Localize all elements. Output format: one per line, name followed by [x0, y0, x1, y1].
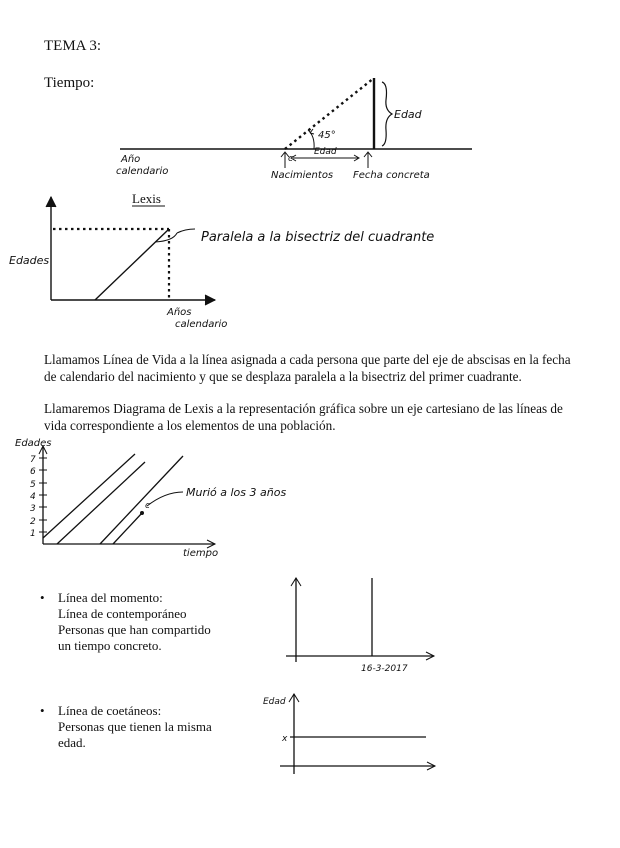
lifeline-2 — [57, 462, 145, 544]
y-tick: 4 — [30, 492, 36, 502]
section-title: Tiempo: — [44, 75, 95, 91]
bullet-line: Línea de coetáneos: — [58, 703, 162, 718]
c-mark: c — [288, 154, 293, 164]
bullet-line: edad. — [58, 735, 86, 750]
date-label: Fecha concreta — [353, 170, 430, 181]
edad-label: Edad — [263, 697, 286, 707]
bullet-line: Línea del momento: — [58, 590, 163, 605]
bullet-linea-momento — [40, 590, 250, 660]
edades-axis-label: Edades — [15, 438, 52, 449]
y-ticks — [30, 455, 47, 539]
edades-label: Edades — [9, 254, 50, 267]
bullet-line: Línea de contemporáneo — [58, 606, 187, 621]
y-tick: 2 — [30, 517, 36, 527]
paragraph-diagrama-lexis: Llamaremos Diagrama de Lexis a la representación gráfica sobre un eje cartesiano de las líneas de vida correspondiente a los elementos de una población. — [44, 401, 563, 433]
lifeline-4 — [113, 513, 142, 544]
time-diagram — [110, 70, 480, 185]
c-mark: c — [145, 501, 150, 511]
tiempo-label: tiempo — [183, 548, 219, 559]
lexis-diagram — [5, 185, 475, 335]
bullet-line: Personas que tienen la misma — [58, 719, 212, 734]
y-tick: 3 — [30, 504, 36, 514]
paragraph-linea-de-vida: Llamamos Línea de Vida a la línea asignada a cada persona que parte del eje de abscisas en la fecha de calendario del nacimiento y que se desplaza paralela a la bisectriz del primer cuadrante. — [44, 352, 571, 384]
bullet-line: un tiempo concreto. — [58, 638, 162, 653]
bullet-linea-coetaneos — [40, 703, 250, 755]
lexis-lifeline — [95, 229, 169, 300]
y-tick: 1 — [30, 529, 36, 539]
x-mark: x — [282, 734, 288, 744]
birth-label: Nacimientos — [271, 170, 334, 181]
edad-vertical-label: Edad — [394, 108, 422, 121]
lifelines-chart — [5, 432, 335, 562]
moment-diagram — [280, 572, 440, 682]
bullet-dot: • — [40, 590, 45, 605]
calendario-axis-label: calendario — [175, 319, 228, 330]
ano-label: Año — [121, 154, 141, 165]
edad-brace — [382, 82, 392, 146]
lifeline-1 — [43, 454, 135, 538]
lexis-title: Lexis — [132, 191, 161, 206]
y-tick: 5 — [30, 480, 36, 490]
calendario-label: calendario — [116, 166, 169, 177]
lexis-annotation: Paralela a la bisectriz del cuadrante — [201, 230, 435, 245]
y-tick: 6 — [30, 467, 36, 477]
angle-label: 45° — [318, 130, 336, 141]
death-point — [140, 511, 144, 515]
bullet-dot: • — [40, 703, 45, 718]
moment-date-label: 16-3-2017 — [361, 664, 408, 674]
coetaneos-diagram — [258, 690, 443, 780]
y-tick: 7 — [30, 455, 36, 465]
edad-horizontal-label: Edad — [314, 147, 337, 157]
murio-annotation: Murió a los 3 años — [186, 486, 287, 499]
lifeline-3 — [100, 456, 183, 544]
bullet-line: Personas que han compartido — [58, 622, 211, 637]
page-heading: TEMA 3: — [44, 38, 102, 54]
anos-label: Años — [167, 307, 192, 318]
